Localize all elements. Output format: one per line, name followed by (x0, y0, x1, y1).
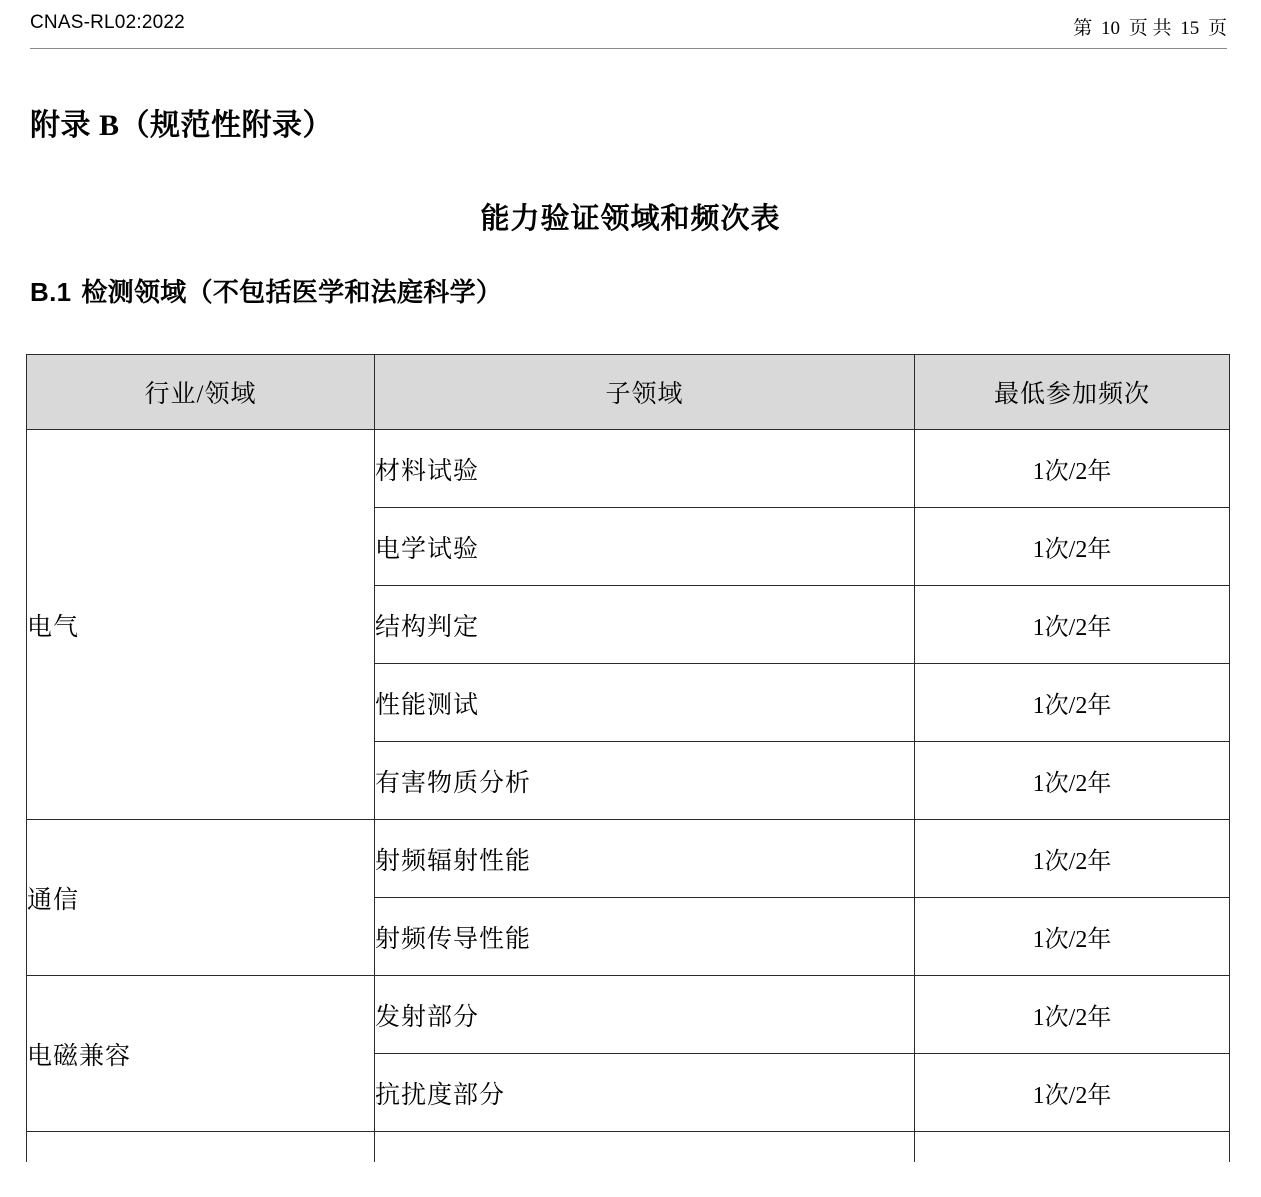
table-row (27, 430, 1230, 508)
frequency-cell: 1次/2年 (915, 586, 1230, 664)
table-header-row (27, 355, 1230, 430)
subfield-cell: 射频传导性能 (375, 898, 915, 976)
page-of-label: 页 共 (1128, 18, 1172, 39)
frequency-cell: 1次/2年 (915, 976, 1230, 1054)
header-divider (30, 48, 1227, 49)
table-row-clipped (27, 1132, 1230, 1163)
subfield-cell: 结构判定 (375, 586, 915, 664)
capability-table (26, 354, 1230, 1162)
group-cell-emc: 电磁兼容 (27, 976, 375, 1132)
section-number: B.1 (30, 277, 72, 307)
header-page-number (1071, 13, 1229, 40)
page-label-prefix: 第 (1073, 18, 1093, 39)
appendix-heading: 附录 B（规范性附录） (30, 109, 334, 142)
frequency-cell: 1次/2年 (915, 820, 1230, 898)
page-suffix: 页 (1207, 18, 1227, 39)
frequency-cell: 1次/2年 (915, 664, 1230, 742)
page-current: 10 (1100, 18, 1120, 39)
subfield-cell: 射频辐射性能 (375, 820, 915, 898)
page-title: 能力验证领域和频次表 (480, 203, 781, 235)
subfield-cell: 发射部分 (375, 976, 915, 1054)
frequency-cell: 1次/2年 (915, 430, 1230, 508)
group-cell-electrical: 电气 (27, 430, 375, 820)
subfield-cell: 抗扰度部分 (375, 1054, 915, 1132)
subfield-cell: 电学试验 (375, 508, 915, 586)
table-row (27, 820, 1230, 898)
frequency-cell: 1次/2年 (915, 898, 1230, 976)
subfield-cell: 有害物质分析 (375, 742, 915, 820)
column-header-industry: 行业/领域 (27, 355, 375, 430)
header-document-code: CNAS-RL02:2022 (30, 12, 185, 33)
frequency-cell: 1次/2年 (915, 1054, 1230, 1132)
page-total: 15 (1180, 18, 1200, 39)
frequency-cell-clipped (915, 1132, 1230, 1163)
subfield-cell: 材料试验 (375, 430, 915, 508)
column-header-frequency: 最低参加频次 (915, 355, 1230, 430)
frequency-cell: 1次/2年 (915, 508, 1230, 586)
table-row (27, 976, 1230, 1054)
column-header-subfield: 子领域 (375, 355, 915, 430)
subfield-cell-clipped (375, 1132, 915, 1163)
group-cell-clipped (27, 1132, 375, 1163)
subfield-cell: 性能测试 (375, 664, 915, 742)
section-heading (30, 272, 502, 309)
section-heading-text: 检测领域（不包括医学和法庭科学） (81, 278, 503, 307)
group-cell-communication: 通信 (27, 820, 375, 976)
frequency-cell: 1次/2年 (915, 742, 1230, 820)
page-header (0, 12, 1261, 46)
capability-table-container (26, 354, 1229, 1162)
